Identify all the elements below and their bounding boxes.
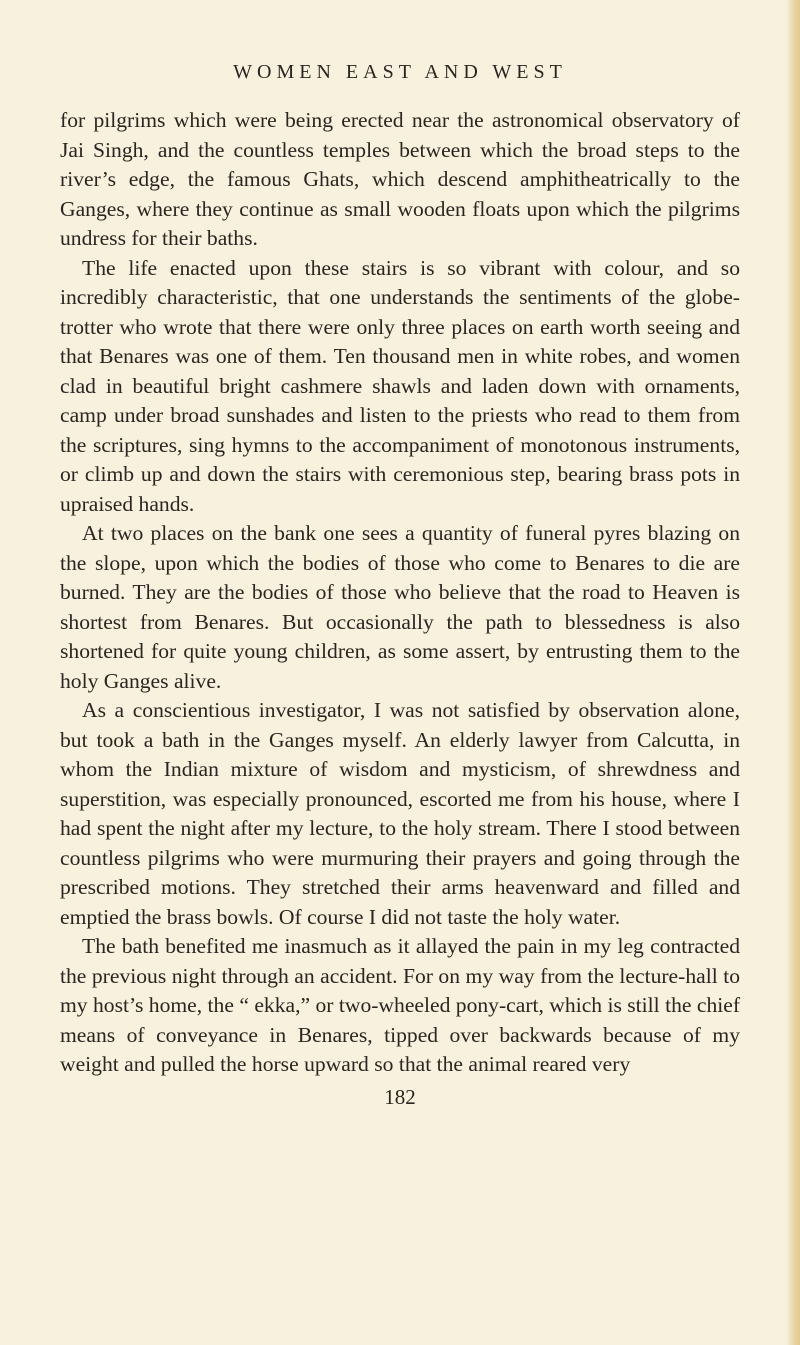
page-edge-shadow bbox=[786, 0, 800, 1345]
book-page bbox=[60, 54, 740, 1112]
running-title: WOMEN EAST AND WEST bbox=[233, 61, 567, 83]
paragraph-3: At two places on the bank one sees a quantity of funeral pyres blazing on the slope, upon which the bodies of those who come to Benares to die are burned. They are the bodies of those who believe that the road to Heaven is shortest from Benares. But occasionally the path to blessedness is also shortened for quite young children, as some assert, by entrusting them to the holy Ganges alive. bbox=[60, 521, 740, 693]
paragraph-4: As a conscientious investigator, I was not satisfied by observation alone, but took a bath in the Ganges myself. An elderly lawyer from Calcutta, in whom the Indian mixture of wisdom and mysticism, of shrewdness and superstition, was especially pronounced, escorted me from his house, where I had spent the night after my lecture, to the holy stream. There I stood between countless pilgrims who were murmuring their prayers and going through the prescribed motions. They stretched their arms heavenward and filled and emptied the brass bowls. Of course I did not taste the holy water. bbox=[60, 698, 740, 929]
page-number: 182 bbox=[384, 1084, 416, 1109]
paragraph-2: The life enacted upon these stairs is so vibrant with colour, and so incredibly characteristic, that one understands the sentiments of the globe-trotter who wrote that there were only three places on earth worth seeing and that Benares was one of them. Ten thousand men in white robes, and women clad in beautiful bright cashmere shawls and laden down with ornaments, camp under broad sunshades and listen to the priests who read to them from the scriptures, sing hymns to the accompaniment of monotonous instruments, or climb up and down the stairs with ceremonious step, bearing brass pots in upraised hands. bbox=[60, 255, 740, 516]
paragraph-1: for pilgrims which were being erected near the astronomical observatory of Jai Singh, and the countless temples between which the broad steps to the river’s edge, the famous Ghats, which descend amphitheatrically to the Ganges, where they continue as small wooden floats upon which the pilgrims undress for their baths. bbox=[60, 108, 740, 250]
paragraph-5: The bath benefited me inasmuch as it allayed the pain in my leg contracted the previous night through an accident. For on my way from the lecture-hall to my host’s home, the “ ekka,” or two-wheeled pony-cart, which is still the chief means of conveyance in Benares, tipped over backwards because of my weight and pulled the horse upward so that the animal reared very bbox=[60, 934, 741, 1076]
body-text bbox=[60, 106, 740, 1080]
